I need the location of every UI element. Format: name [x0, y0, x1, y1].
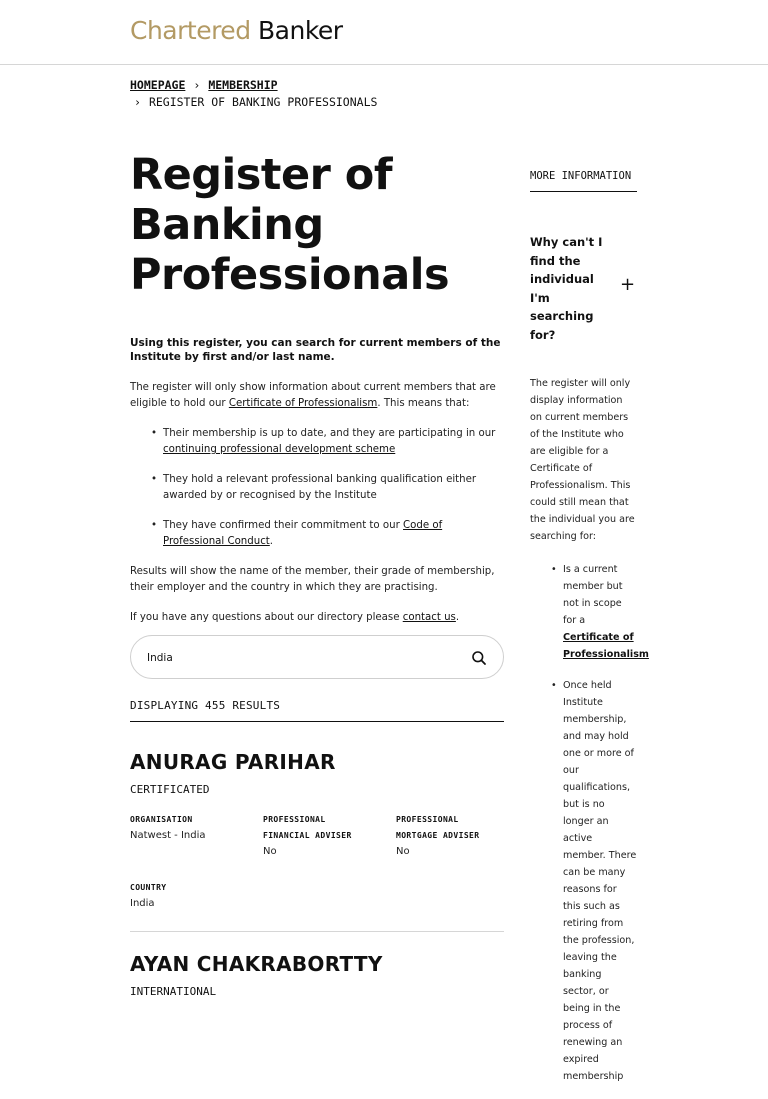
contact-paragraph [130, 610, 504, 626]
list-item-text-end: . [269, 536, 274, 547]
organisation-field [130, 812, 255, 844]
list-item [530, 561, 649, 663]
breadcrumb [130, 77, 377, 110]
mortgage-adviser-label-2: MORTGAGE ADVISER [396, 831, 480, 840]
member-name: ANURAG PARIHAR [130, 750, 336, 774]
contact-text: If you have any questions about our directory please [130, 612, 403, 623]
cpd-scheme-link[interactable]: continuing professional development scheme [163, 444, 396, 455]
code-of-conduct-link[interactable]: Code of Professional Conduct [163, 520, 443, 547]
site-header [0, 0, 768, 65]
more-information-heading: MORE INFORMATION [530, 170, 637, 192]
search-box [130, 635, 504, 679]
search-icon[interactable] [471, 650, 487, 666]
sidebar-certificate-link[interactable]: Certificate of Professionalism [563, 632, 649, 660]
lead-paragraph: Using this register, you can search for current members of the Institute by first and/or last name. [130, 337, 501, 363]
financial-adviser-label-2: FINANCIAL ADVISER [263, 831, 352, 840]
intro-text-end: . This means that: [377, 398, 470, 409]
member-grade: CERTIFICATED [130, 783, 210, 796]
plus-icon[interactable]: + [620, 274, 636, 295]
contact-text-end: . [455, 612, 460, 623]
member-details [130, 812, 504, 952]
sidebar [530, 170, 649, 1099]
breadcrumb-current: REGISTER OF BANKING PROFESSIONALS [148, 95, 378, 109]
page-title-line-2: Banking [130, 200, 324, 250]
breadcrumb-homepage-link[interactable]: HOMEPAGE [130, 78, 186, 92]
mortgage-adviser-label-1: PROFESSIONAL [396, 815, 459, 824]
logo-text-banker: Banker [258, 16, 343, 45]
logo-text-chartered: Chartered [130, 16, 251, 45]
list-item-text: Once held Institute membership, and may hold one or more of our qualifications, but is no longer an active member. There can be many reasons for this such as retiring from the profession, leaving the banking sector, or being in the process of renewing an expired membership [563, 680, 637, 1082]
country-value: India [130, 898, 155, 909]
country-field [130, 880, 255, 912]
list-item-text: They hold a relevant professional banking qualification either awarded by or recognised by the Institute [163, 474, 477, 501]
country-label: COUNTRY [130, 883, 167, 892]
member-name: AYAN CHAKRABORTTY [130, 952, 383, 976]
intro-content [130, 336, 504, 640]
financial-adviser-value: No [263, 846, 277, 857]
mortgage-adviser-field [396, 812, 521, 860]
organisation-label: ORGANISATION [130, 815, 193, 824]
member-record [130, 951, 504, 998]
page-title [130, 150, 510, 300]
breadcrumb-membership-link[interactable]: MEMBERSHIP [208, 78, 278, 92]
faq-answer [530, 375, 649, 1085]
list-item-text: Is a current member but not in scope for a [563, 564, 623, 626]
mortgage-adviser-value: No [396, 846, 410, 857]
eligibility-list [130, 426, 504, 550]
faq-accordion-toggle[interactable] [530, 233, 637, 348]
financial-adviser-label-1: PROFESSIONAL [263, 815, 326, 824]
member-record [130, 749, 504, 932]
chartered-banker-logo[interactable] [130, 16, 343, 45]
organisation-value: Natwest - India [130, 830, 206, 841]
list-item [530, 677, 637, 1085]
chevron-right-icon: › [193, 78, 201, 92]
page-title-line-1: Register of [130, 150, 393, 200]
intro-text: The register will only show information about current members that are eligible to hold our [130, 382, 496, 409]
member-grade: INTERNATIONAL [130, 985, 217, 998]
faq-question: Why can't I find the individual I'm searching for? [530, 235, 603, 342]
list-item [130, 426, 504, 458]
list-item-text: Their membership is up to date, and they are participating in our [163, 428, 496, 439]
certificate-of-professionalism-link[interactable]: Certificate of Professionalism [228, 398, 378, 409]
faq-answer-list [530, 561, 649, 1085]
search-input[interactable] [147, 649, 447, 667]
contact-us-link[interactable]: contact us [402, 612, 456, 623]
list-item-text: They have confirmed their commitment to our [163, 520, 404, 531]
results-count: DISPLAYING 455 RESULTS [130, 699, 504, 722]
list-item [130, 518, 504, 550]
page-title-line-3: Professionals [130, 250, 450, 300]
list-item [130, 472, 504, 504]
financial-adviser-field [263, 812, 388, 860]
chevron-right-icon: › [134, 95, 141, 109]
intro-paragraph [130, 380, 504, 412]
faq-answer-text: The register will only display information on current members of the Institute who are eligible for a Certificate of Professionalism. This could still mean that the individual you are searching for: [530, 378, 635, 542]
results-description: Results will show the name of the member, their grade of membership, their employer and the country in which they are practising. [130, 566, 495, 593]
